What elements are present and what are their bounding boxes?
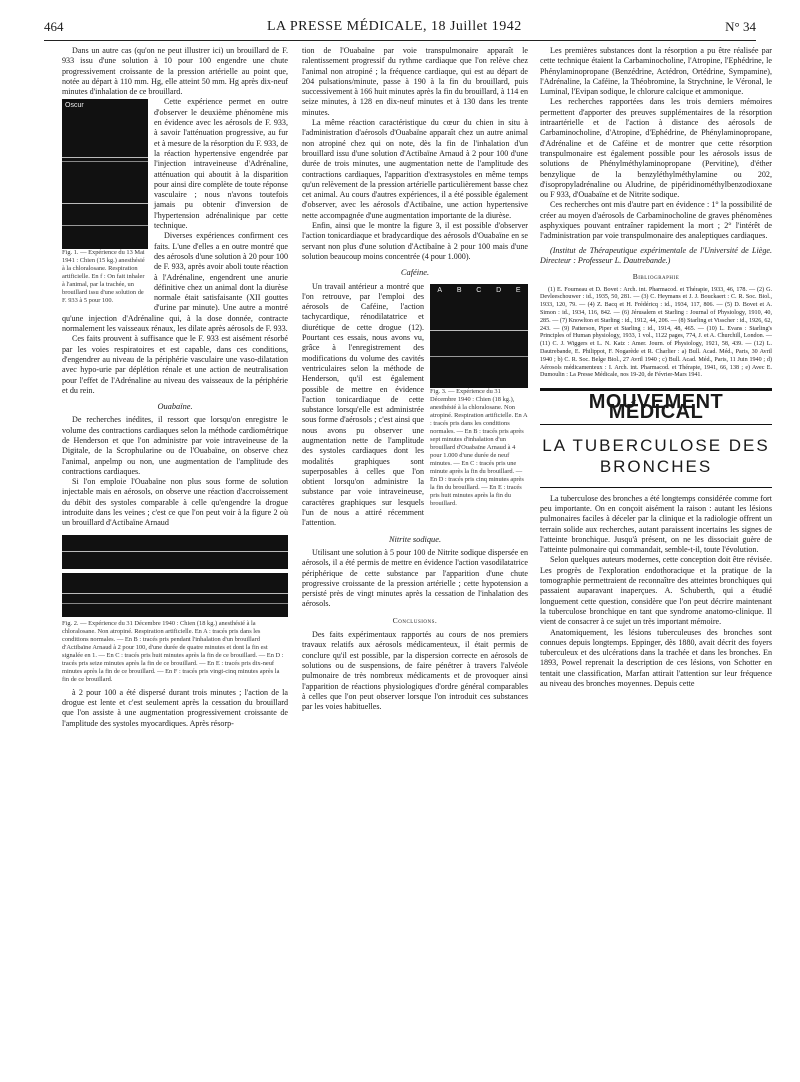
- issue-number: N° 34: [725, 19, 756, 34]
- paragraph: Selon quelques auteurs modernes, cette conception doit être révisée. Les progrès de l'exploration endothoracique et la pratique de la tomographie permettraient de reconnaître des atteintes bronchiques qui passaient auparavant inaperçues. A. Schuberth, qui a étudié longuement cette question, considère que l'on peut décrire maintenant la tuberculose bronchique en tant que syndrome anatomo-clinique. Il vient de consacrer à ce sujet un très important mémoire.: [540, 555, 772, 627]
- figure-3-col-b: B: [456, 286, 462, 294]
- page-header: [44, 14, 756, 41]
- figure-3: [430, 284, 528, 508]
- paragraph: Dans un autre cas (qu'on ne peut illustrer ici) un brouillard de F. 933 issu d'une solution à 10 pour 100 engendre une chute progressivement croissante de la pression artérielle au point que, notée au départ à 110 mm. Hg, elle atteint 50 mm. Hg après dix-neuf minutes d'inhalation de ce brouillard.: [62, 46, 288, 97]
- paragraph: Des faits expérimentaux rapportés au cours de nos premiers travaux relatifs aux aérosols médicamenteux, il était permis de conclure qu'il est possible, par la dispersion correcte en aérosols de solutions ou de suspensions, de faire pénétrer à travers l'alvéole pulmonaire de très nombreux médicaments et de provoquer ainsi l'apparition de réactions physiologiques d'ordre général comparables à celles que l'on peut observer lorsque l'on introduit ces substances par les voies habituelles.: [302, 630, 528, 712]
- paragraph: Cette expérience permet en outre d'observer le deuxième phénomène mis en évidence avec les aérosols de F. 933, à savoir l'atténuation progressive, au fur et à mesure de la résorption du F. 933, de la réaction hypertensive engendrée par l'injection intraveineuse d'Adrénaline, atténuation qui aboutit à la disparition pour ainsi dire complète de toute réponse vasculaire ; nous n'avons toutefois jamais pu obtenir d'inversion de l'hypertension adrénalinique par cette technique.: [154, 97, 288, 231]
- figure-1-caption: Fig. 1. — Expérience du 13 Mai 1941 : Chien (15 kg.) anesthésié à la chloralosane. Respiration artificielle. En f : On fait inhaler à l'animal, par la trachée, un brouillard issu d'une solution de F. 933 à 5 pour 100.: [62, 249, 145, 305]
- page-number: 464: [44, 19, 64, 34]
- figure-1-trace: [62, 99, 148, 249]
- bibliography: (1) E. Fourneau et D. Bovet : Arch. int. Pharmacod. et Thérapie, 1933, 46, 178. — (2) G. Devleeschouwer : id., 1935, 50, 281. — (3) C. Heymans et J. J. Bouckaert : C. R. Soc. Biol., 1933, 120, 79. — (4) Z. Bacq et H. Frédéricq : id., 1934, 117, 806. — (5) D. Bovet et A. Simon : id., 1934, 116, 842. — (6) Jérusalem et Starling : Journal of Physiology, 1910, 40, 285. — (7) Knowlton et Starling : id., 1912, 44, 206. — (8) Starling et Visscher : id., 1926, 62, 243. — (9) Patterson, Piper et Starling : id., 1914, 48, 465. — (10) L. Evans : Starling's Principles of Human physiology, 1933, 1 vol., 1122 pages, 774, J. et A. Churchill, London. — (11) C. J. Wiggers et L. N. Katz : Amer. Journ. of Physiology, 1921, 58, 439. — (12) L. Dautrebande, E. Philippot, F. Nogarède et R. Charlier : a) Bull. Acad. Méd., Paris, 30 Avril 1940 ; b) C. R. Soc. Belge Biol., 27 Avril 1940 ; c) Bull. Acad. Méd., Paris, 11 Juin 1940 ; d) Aérosols médicamenteux : I. Arch. int. Pharmacod. et Thérapie, 1941, 66, 138 ; e) Avec E. Dumoulin : La Presse Médicale, nos 19-20, de Février-Mars 1941.: [540, 286, 772, 379]
- paragraph: Un travail antérieur a montré que l'on retrouve, par l'emploi des aérosols de Caféine, l'action tachycardique, rénodilatatrice et diurétique de cette drogue (12). Pourtant ces essais, nous avons vu, grâce à l'enregistrement des modifications du volume des cavités ventriculaires selon la méthode de Henderson, qu'il est également possible de mettre en évidence l'action tonicardiaque de cette substance lorsqu'elle est administrée sous forme d'aérosols ; c'est ainsi que nous avons pu observer une augmentation nette de l'amplitude des systoles cardiaques dont les modalités graphiques sont superposables à celles que l'on obtient lorsqu'on administre la substance par voie intraveineuse, caractères graphiques sur lesquels l'un de nous a attiré récemment l'attention.: [302, 281, 424, 528]
- figure-2-trace-bottom: [62, 573, 288, 617]
- figure-3-col-d: D: [496, 286, 502, 294]
- figure-3-trace: [430, 284, 528, 388]
- divider: [540, 487, 772, 488]
- paragraph: Anatomiquement, les lésions tuberculeuses des bronches sont connues depuis longtemps. Eppinger, dès 1880, avait décrit des foyers tuberculeux et des ulcérations dans la trachée et dans les bronches. En 1893, Powel reprenait la description de ces lésions, von Schotter en tentait une classification, Marfan attirait l'attention sur leur fréquence au niveau des bronches moyennes. Depuis cette: [540, 627, 772, 689]
- figure-3-col-a: A: [437, 286, 443, 294]
- paragraph: Enfin, ainsi que le montre la figure 3, il est possible d'observer l'action tonicardiaque et bradycardique des aérosols d'Ouabaïne en se servant non plus d'une solution d'Actibaïne à 2 pour 100 mais d'une solution beaucoup moins concentrée (4 pour 1.000).: [302, 221, 528, 261]
- paragraph: La tuberculose des bronches a été longtemps considérée comme fort peu importante. On en conçoit aisément la raison : autant les lésions pulmonaires faciles à déceler par la clinique et la radiologie offrent un terrain solide aux recherches, autant paraissent incertains les signes de l'atteinte bronchique. Jusqu'à présent, on ne les dissociait guère de l'atteinte pulmonaire qui commandait, semble-t-il, toute l'évolution.: [540, 493, 772, 555]
- paragraph: Les premières substances dont la résorption a pu être réalisée par cette technique étaient la Carbaminocholine, l'Atropine, l'Ephédrine, le Phénylaminopropane (Benzédrine, Actédron, Ortédrine, Sympamine), l'Adrénaline, la Caféine, la Théobromine, la Strychnine, le Véronal, le Luminal, l'Evipan sodique, le chlorure calcique et ammonique.: [540, 46, 772, 97]
- section-heading: Caféine.: [400, 268, 430, 278]
- paragraph: De recherches inédites, il ressort que lorsqu'on enregistre le volume des contractions cardiaques selon la méthode cardiométrique de Henderson et que l'on administre par voie intraveineuse de la Digitale, de la Scrophularine ou de l'Ouabaïne, on observe chez l'animal, anpelmp ou non, une augmentation de l'amplitude des contractions cardiaques.: [62, 415, 288, 476]
- figure-1-label: Oscur: [65, 102, 84, 110]
- paragraph: Utilisant une solution à 5 pour 100 de Nitrite sodique dispersée en aérosols, il a été permis de mettre en évidence l'action vasodilatatrice périphérique de cette substance par l'apparition d'une chute progressive croissante de la pression artérielle ; cette hypotension a persisté près de vingt minutes après la cessation de l'inhalation des aérosols.: [302, 547, 528, 609]
- paragraph: Les recherches rapportées dans les trois derniers mémoires permettent d'apporter des preuves supplémentaires de la résorption intraartérielle et de l'action à distance des aérosols de Carbaminocholine, d'Atropine, d'Ephédrine, de Phénylaminopropane, d'Adrénaline et de Caféine et de montrer que cette résorption transpulmonaire est également possible pour les aérosols issus de solutions de Phénylméthylaminopropane (Pervitine), d'éther benzylique de la benzyléthylméthylamine ou 202, d'isopropyladrénaline ou Aludrine, de pipéridinométhylbenzodioxane ou F 933, d'Ouabaïne et de Nitrite sodique.: [540, 97, 772, 200]
- figure-2-caption: Fig. 2. — Expérience du 31 Décembre 1940 : Chien (18 kg.) anesthésié à la chloralosane. Non atropiné. Respiration artificielle. En A : tracés pris dans les conditions normales. — En B : tracés pris pendant l'inhalation d'un brouillard d'Actibaïne Arnaud à 2 pour 100, d'une durée de quatre minutes et dont la fin est signalée en 1. — En C : tracés pris huit minutes après la fin de ce brouillard. — En D : tracés pris seize minutes après la fin de ce brouillard. — En E : tracés pris dix-neuf minutes après la fin de ce brouillard. — En F : tracés pris vingt-cinq minutes après la fin de ce brouillard.: [62, 619, 284, 683]
- figure-3-col-e: E: [515, 286, 521, 294]
- section-heading: Conclusions.: [392, 615, 438, 625]
- paragraph: Ces recherches ont mis d'autre part en évidence : 1° la possibilité de créer au moyen d'aérosols de Carbaminocholine de graves phénomènes asphyxiques pouvant entraîner rapidement la mort ; 2° l'intérêt de l'administration par voie transpulmonaire des analeptiques cardiaques.: [540, 200, 772, 241]
- section-banner: MOUVEMENT MÉDICAL: [540, 388, 772, 425]
- figure-1: [62, 99, 148, 305]
- column-1: [62, 46, 288, 1066]
- affiliation: (Institut de Thérapeutique expérimentale de l'Université de Liège. Directeur : Professeur L. Dautrebande.): [540, 245, 772, 265]
- figure-3-col-c: C: [476, 286, 482, 294]
- column-3: [540, 46, 772, 1066]
- paragraph: La même réaction caractéristique du cœur du chien in situ à l'administration d'aérosols d'Ouabaïne apparaît chez un autre animal non atropiné chez qui on note, dès la fin de l'inhalation d'un brouillard issu d'une solution d'Actibaïne Arnaud à 2 pour 100 d'une durée de trois minutes, une augmentation nette de l'amplitude des contractions cardiaques, l'apparition d'extrasystoles en même temps qu'un relèvement de la pression artérielle particulièrement basse chez cet animal. Au cours d'autres expériences, il a été possible également d'observer, avec les aérosols d'Actibaïne, une action hypertensive nette accompagnée d'une augmentation importante de la diurèse.: [302, 118, 528, 220]
- figure-2-trace-top: [62, 535, 288, 569]
- bibliography-title: Bibliographie: [632, 272, 680, 282]
- figure-3-caption: Fig. 3. — Expérience du 31 Décembre 1940 : Chien (18 kg.), anesthésié à la chloralosane. Non atropiné. Respiration artificielle. En A : tracés pris dans les conditions normales. — En B : tracés pris après sept minutes d'inhalation d'un brouillard d'Ouabaïne Arnaud à 4 pour 1.000 d'une durée de neuf minutes. — En C : tracés pris une minute après la fin du brouillard. — En D : tracés pris cinq minutes après la fin du brouillard. — En E : tracés pris huit minutes après la fin du brouillard.: [430, 387, 528, 507]
- paragraph: Diverses expériences confirment ces faits. L'une d'elles a en outre montré que des aérosols d'une solution à 20 pour 100 de F. 933, après avoir aboli toute réaction à l'Adrénaline, engendrent une anurie définitive chez un animal dont la diurèse normale était satisfaisante (XII gouttes d'urine par minute). Une autre a montré qu'une injection d'Adrénaline qui, à la dose donnée, contracte normalement les vaisseaux rénaux, les dilate après aérosols de F. 933.: [62, 231, 288, 334]
- paragraph: à 2 pour 100 a été dispersé durant trois minutes ; l'action de la drogue est lente et c'est seulement après la cessation du brouillard que l'on assiste à une augmentation progressivement croissante de l'amplitude des systoles myocardiques. Après résorp-: [62, 687, 288, 728]
- figure-2: [62, 535, 288, 617]
- section-heading: Ouabaïne.: [157, 402, 193, 412]
- paragraph: Si l'on emploie l'Ouabaïne non plus sous forme de solution injectable mais en aérosols, on observe une réaction d'accroissement du débit des systoles comparable à celle qu'engendre la drogue introduite dans les veines ; c'est ce que l'on peut voir à la figure 2 où un brouillard d'Actibaïne Arnaud: [62, 477, 288, 528]
- paragraph: Ces faits prouvent à suffisance que le F. 933 est aisément résorbé par les voies respiratoires et est capable, dans ces conditions, d'engendrer au niveau de la périphérie vasculaire une vaso-dilatation avec hypo-urie par déplétion rénale et une action de neutralisation pour l'effet de l'Adrénaline au niveau des vaisseaux de la périphérie et du rein.: [62, 334, 288, 395]
- paragraph: tion de l'Ouabaïne par voie transpulmonaire apparaît le ralentissement progressif du rythme cardiaque que l'on relève chez l'animal non atropiné ; la fréquence cardiaque, qui est au départ de 204 pulsations/minute, passe à 190 à la fin du brouillard, puis successivement à 166 huit minutes après la fin du brouillard, à 114 en seize minutes, à 128 en dix-neuf minutes et à 130 dans les trente minutes.: [302, 46, 528, 117]
- article-title: LA TUBERCULOSE DES BRONCHES: [542, 435, 770, 476]
- column-2: [302, 46, 528, 1066]
- journal-title: LA PRESSE MÉDICALE, 18 Juillet 1942: [266, 19, 522, 34]
- section-heading: Nitrite sodique.: [388, 534, 442, 544]
